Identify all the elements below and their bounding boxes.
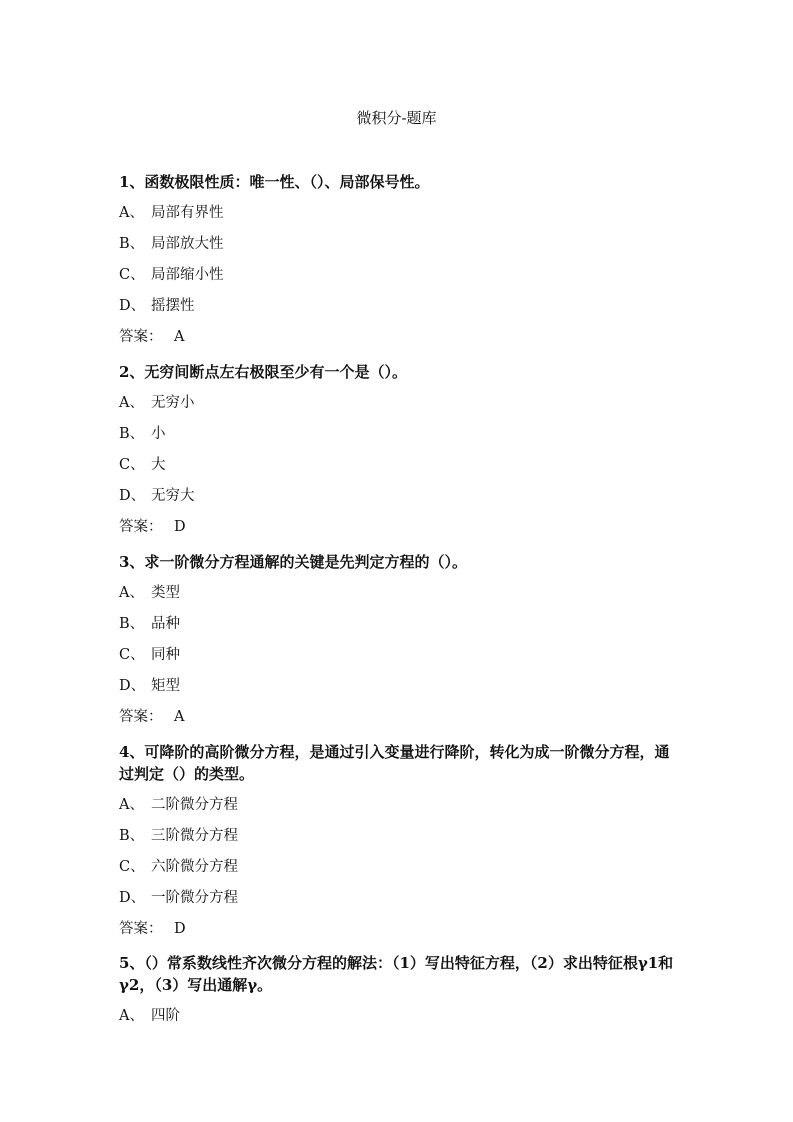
- question-3: [119, 551, 679, 727]
- question-4: [119, 741, 679, 939]
- question-stem: 1、函数极限性质：唯一性、（）、局部保号性。: [119, 173, 430, 191]
- option-a: A、 局部有界性: [119, 205, 224, 221]
- answer-line: 答案： A: [119, 329, 185, 345]
- question-2: [119, 361, 679, 537]
- option-c: C、 大: [119, 457, 166, 473]
- option-d: D、 无穷大: [119, 488, 195, 504]
- question-stem: 5、（）常系数线性齐次微分方程的解法：（1）写出特征方程，（2）求出特征根γ1和γ2，（3）写出通解γ。: [119, 954, 674, 994]
- option-b: B、 三阶微分方程: [119, 828, 238, 844]
- answer-line: 答案： A: [119, 709, 185, 725]
- option-c: C、 六阶微分方程: [119, 859, 238, 875]
- option-d: D、 矩型: [119, 678, 180, 694]
- option-b: B、 局部放大性: [119, 236, 224, 252]
- question-stem: 4、可降阶的高阶微分方程，是通过引入变量进行降阶，转化为成一阶微分方程，通过判定（）的类型。: [119, 743, 670, 783]
- answer-line: 答案： D: [119, 921, 186, 937]
- answer-line: 答案： D: [119, 519, 186, 535]
- option-c: C、 同种: [119, 647, 180, 663]
- option-c: C、 局部缩小性: [119, 267, 224, 283]
- option-b: B、 小: [119, 426, 166, 442]
- question-1: [119, 171, 679, 347]
- option-b: B、 品种: [119, 616, 180, 632]
- page-title: 微积分-题库: [356, 109, 437, 127]
- option-a: A、 二阶微分方程: [119, 797, 238, 813]
- option-a: A、 四阶: [119, 1008, 180, 1024]
- option-d: D、 摇摆性: [119, 298, 195, 314]
- option-a: A、 类型: [119, 585, 180, 601]
- question-5: [119, 952, 679, 1026]
- question-stem: 3、求一阶微分方程通解的关键是先判定方程的（）。: [119, 553, 467, 571]
- question-stem: 2、无穷间断点左右极限至少有一个是（）。: [119, 363, 407, 381]
- option-a: A、 无穷小: [119, 395, 195, 411]
- option-d: D、 一阶微分方程: [119, 890, 238, 906]
